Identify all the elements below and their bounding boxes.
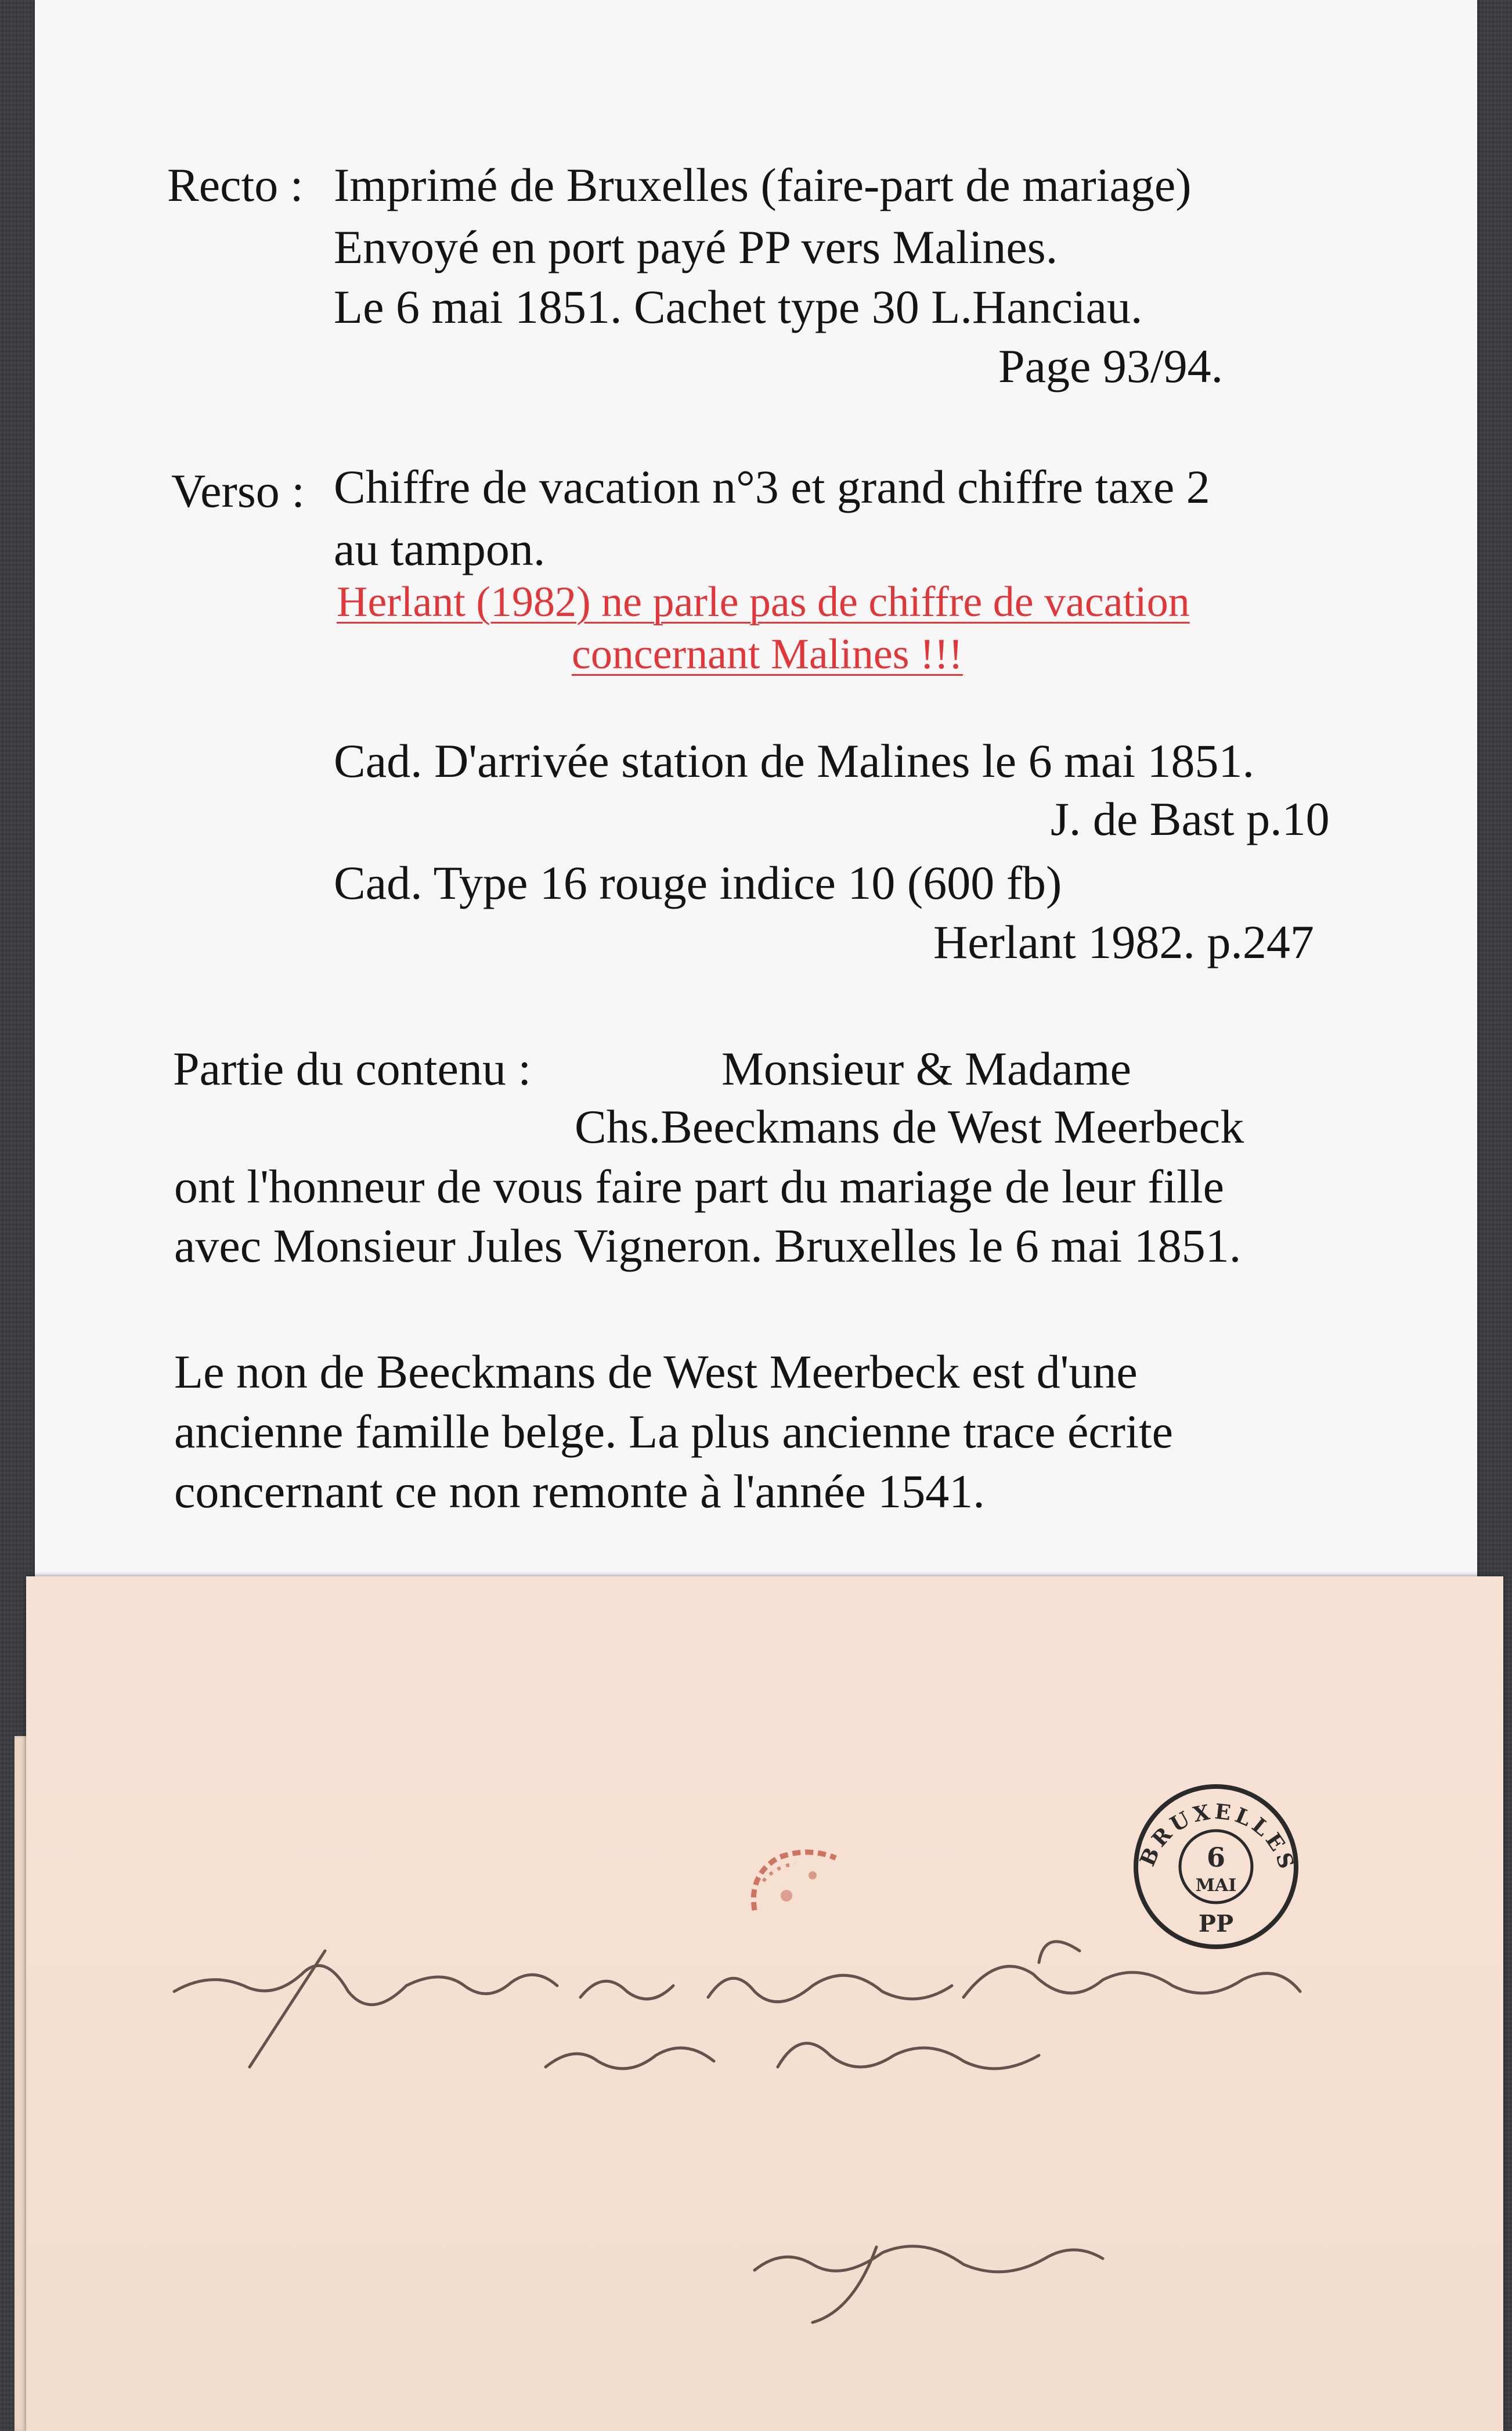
svg-text:BRUXELLES: BRUXELLES xyxy=(1135,1799,1300,1875)
svg-text:MAI: MAI xyxy=(1195,1875,1237,1896)
famille-line-2: ancienne famille belge. La plus ancienne trace écrite xyxy=(174,1405,1174,1458)
recto-page-ref: Page 93/94. xyxy=(998,340,1224,392)
recto-line-1: Imprimé de Bruxelles (faire-part de mariage) xyxy=(334,159,1192,211)
verso-line-2: au tampon. xyxy=(334,523,546,575)
faint-corner-mark: ⋯ xyxy=(1416,2386,1439,2413)
red-cancel-mark xyxy=(731,1841,876,1933)
svg-text:6: 6 xyxy=(1206,1842,1226,1873)
verso-line-1: Chiffre de vacation n°3 et grand chiffre taxe 2 xyxy=(334,460,1210,513)
cad-arrivee: Cad. D'arrivée station de Malines le 6 mai 1851. xyxy=(334,734,1255,787)
recto-line-3: Le 6 mai 1851. Cachet type 30 L.Hanciau. xyxy=(334,280,1143,333)
contenu-line-1: Monsieur & Madame xyxy=(721,1042,1131,1095)
cad-type16: Cad. Type 16 rouge indice 10 (600 fb) xyxy=(334,856,1062,909)
contenu-line-4: avec Monsieur Jules Vigneron. Bruxelles le 6 mai 1851. xyxy=(174,1219,1242,1272)
red-note-line-2: concernant Malines !!! xyxy=(572,631,963,678)
envelope xyxy=(26,1576,1503,2431)
bruxelles-pp-postmark xyxy=(1129,1780,1303,1954)
recto-line-2: Envoyé en port payé PP vers Malines. xyxy=(334,221,1058,273)
contenu-line-2: Chs.Beeckmans de West Meerbeck xyxy=(575,1100,1244,1153)
recto-label: Recto : xyxy=(167,159,304,211)
svg-text:PP: PP xyxy=(1198,1910,1234,1937)
contenu-label: Partie du contenu : xyxy=(173,1042,532,1095)
cad-arrivee-ref: J. de Bast p.10 xyxy=(1051,793,1330,845)
famille-line-3: concernant ce non remonte à l'année 1541. xyxy=(174,1465,985,1518)
verso-label: Verso : xyxy=(171,464,305,517)
famille-line-1: Le non de Beeckmans de West Meerbeck est d'une xyxy=(174,1345,1138,1398)
cad-type16-ref: Herlant 1982. p.247 xyxy=(933,916,1314,968)
annotation-sheet xyxy=(35,0,1477,1626)
contenu-line-3: ont l'honneur de vous faire part du mariage de leur fille xyxy=(174,1160,1225,1213)
red-note-line-1: Herlant (1982) ne parle pas de chiffre de vacation xyxy=(337,578,1190,626)
